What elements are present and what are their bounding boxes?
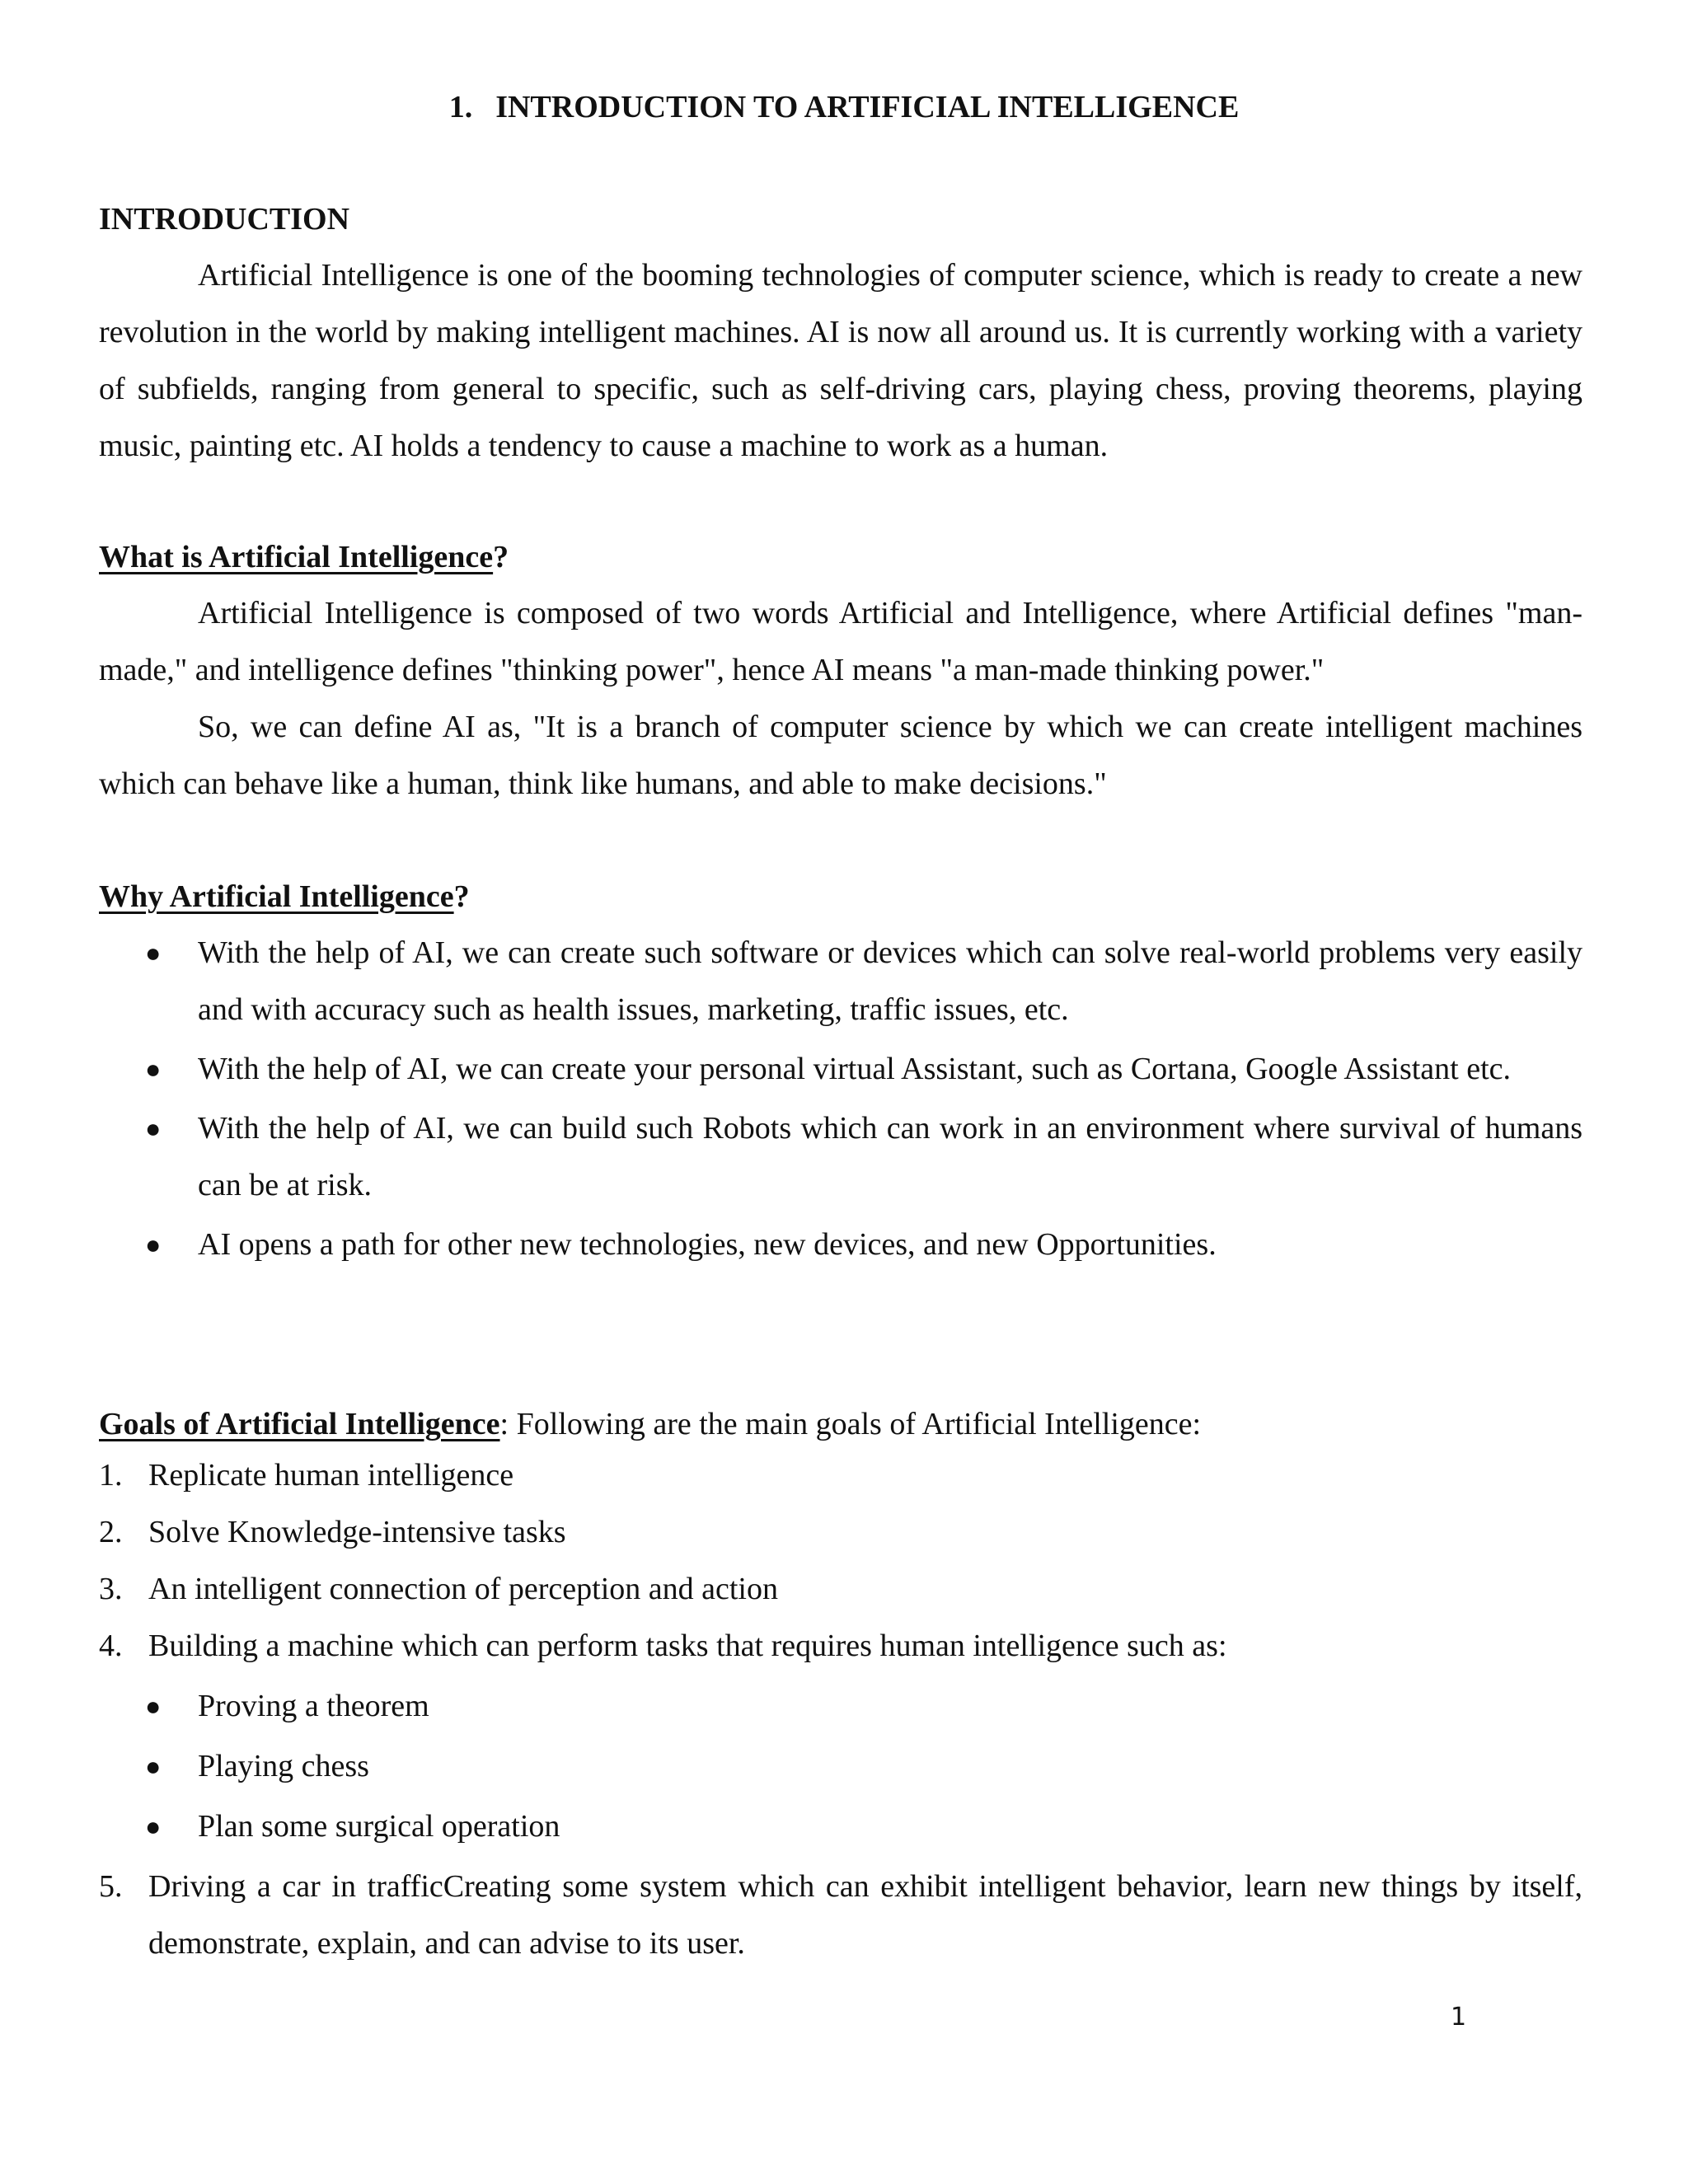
list-item-text: Building a machine which can perform tasks that requires human intelligence such as: [148,1629,1227,1663]
list-item [99,1216,1582,1273]
goals-numbered-list [99,1447,1582,1972]
bullet-icon: ● [145,938,162,968]
why-ai-heading-suffix: ? [453,879,470,914]
list-item [99,1504,1582,1561]
bullet-text: With the help of AI, we can build such Robots which can work in an environment where survival of humans can be at risk. [198,1111,1582,1202]
bullet-icon: ● [145,1230,162,1259]
goals-heading-suffix: : Following are the main goals of Artificial Intelligence: [499,1407,1202,1441]
list-item-text: Driving a car in trafficCreating some system which can exhibit intelligent behavior, learn new things by itself, demonstrate, explain, and can advise to its user. [148,1869,1582,1961]
chapter-title-text: INTRODUCTION TO ARTIFICIAL INTELLIGENCE [495,90,1240,124]
bullet-icon: ● [145,1054,162,1084]
bullet-text: Playing chess [198,1749,369,1783]
goals-heading [99,1403,1582,1446]
what-is-ai-heading-suffix: ? [493,540,509,574]
list-item-text: Solve Knowledge-intensive tasks [148,1515,566,1549]
what-is-ai-paragraph-2: So, we can define AI as, "It is a branch of computer science by which we can create intelligent machines which can behave like a human, think like humans, and able to make decisions." [99,710,1582,801]
list-item [99,1858,1582,1972]
goals-sub-bullet-list [145,1678,1582,1855]
what-is-ai-paragraph-1: Artificial Intelligence is composed of two words Artificial and Intelligence, where Artificial defines "man-made," and intelligence defines "thinking power", hence AI means "a man-made thinking power." [99,596,1582,687]
bullet-text: Proving a theorem [198,1689,429,1723]
list-item-text: Replicate human intelligence [148,1458,514,1493]
what-is-ai-heading [99,536,509,579]
list-item [99,1041,1582,1098]
list-item [99,1447,1582,1504]
intro-heading: INTRODUCTION [99,202,350,237]
list-item [99,925,1582,1038]
list-number: 1. [99,1458,123,1493]
list-item [99,1618,1582,1855]
list-item-text: An intelligent connection of perception and action [148,1572,778,1606]
page-number: 1 [1451,2003,1467,2032]
list-number: 2. [99,1515,123,1549]
bullet-icon: ● [145,1811,162,1841]
list-number: 5. [99,1869,123,1904]
intro-paragraph: Artificial Intelligence is one of the booming technologies of computer science, which is ready to create a new revolution in the world by making intelligent machines. AI is now all around us. It is currently working with a variety of subfields, ranging from general to specific, such as self-driving cars, playing chess, proving theorems, playing music, painting etc. AI holds a tendency to cause a machine to work as a human. [99,258,1582,463]
bullet-text: With the help of AI, we can create your personal virtual Assistant, such as Cortana, Google Assistant etc. [198,1052,1512,1086]
why-ai-heading-text: Why Artificial Intelligence [99,879,454,914]
why-ai-bullet-list [99,925,1582,1276]
chapter-number: 1. [448,90,473,124]
goals-heading-text: Goals of Artificial Intelligence [99,1407,500,1441]
list-item [99,1561,1582,1618]
why-ai-heading [99,875,470,918]
list-item [145,1678,1582,1735]
list-number: 4. [99,1629,123,1663]
bullet-icon: ● [145,1113,162,1143]
list-item [145,1738,1582,1795]
list-number: 3. [99,1572,123,1606]
bullet-icon: ● [145,1691,162,1721]
bullet-text: With the help of AI, we can create such software or devices which can solve real-world problems very easily and with accuracy such as health issues, marketing, traffic issues, etc. [198,935,1582,1027]
list-item [145,1798,1582,1855]
chapter-title [0,86,1688,129]
what-is-ai-heading-text: What is Artificial Intelligence [99,540,494,574]
bullet-icon: ● [145,1751,162,1781]
bullet-text: AI opens a path for other new technologies, new devices, and new Opportunities. [198,1227,1217,1262]
list-item [99,1100,1582,1214]
bullet-text: Plan some surgical operation [198,1809,560,1844]
